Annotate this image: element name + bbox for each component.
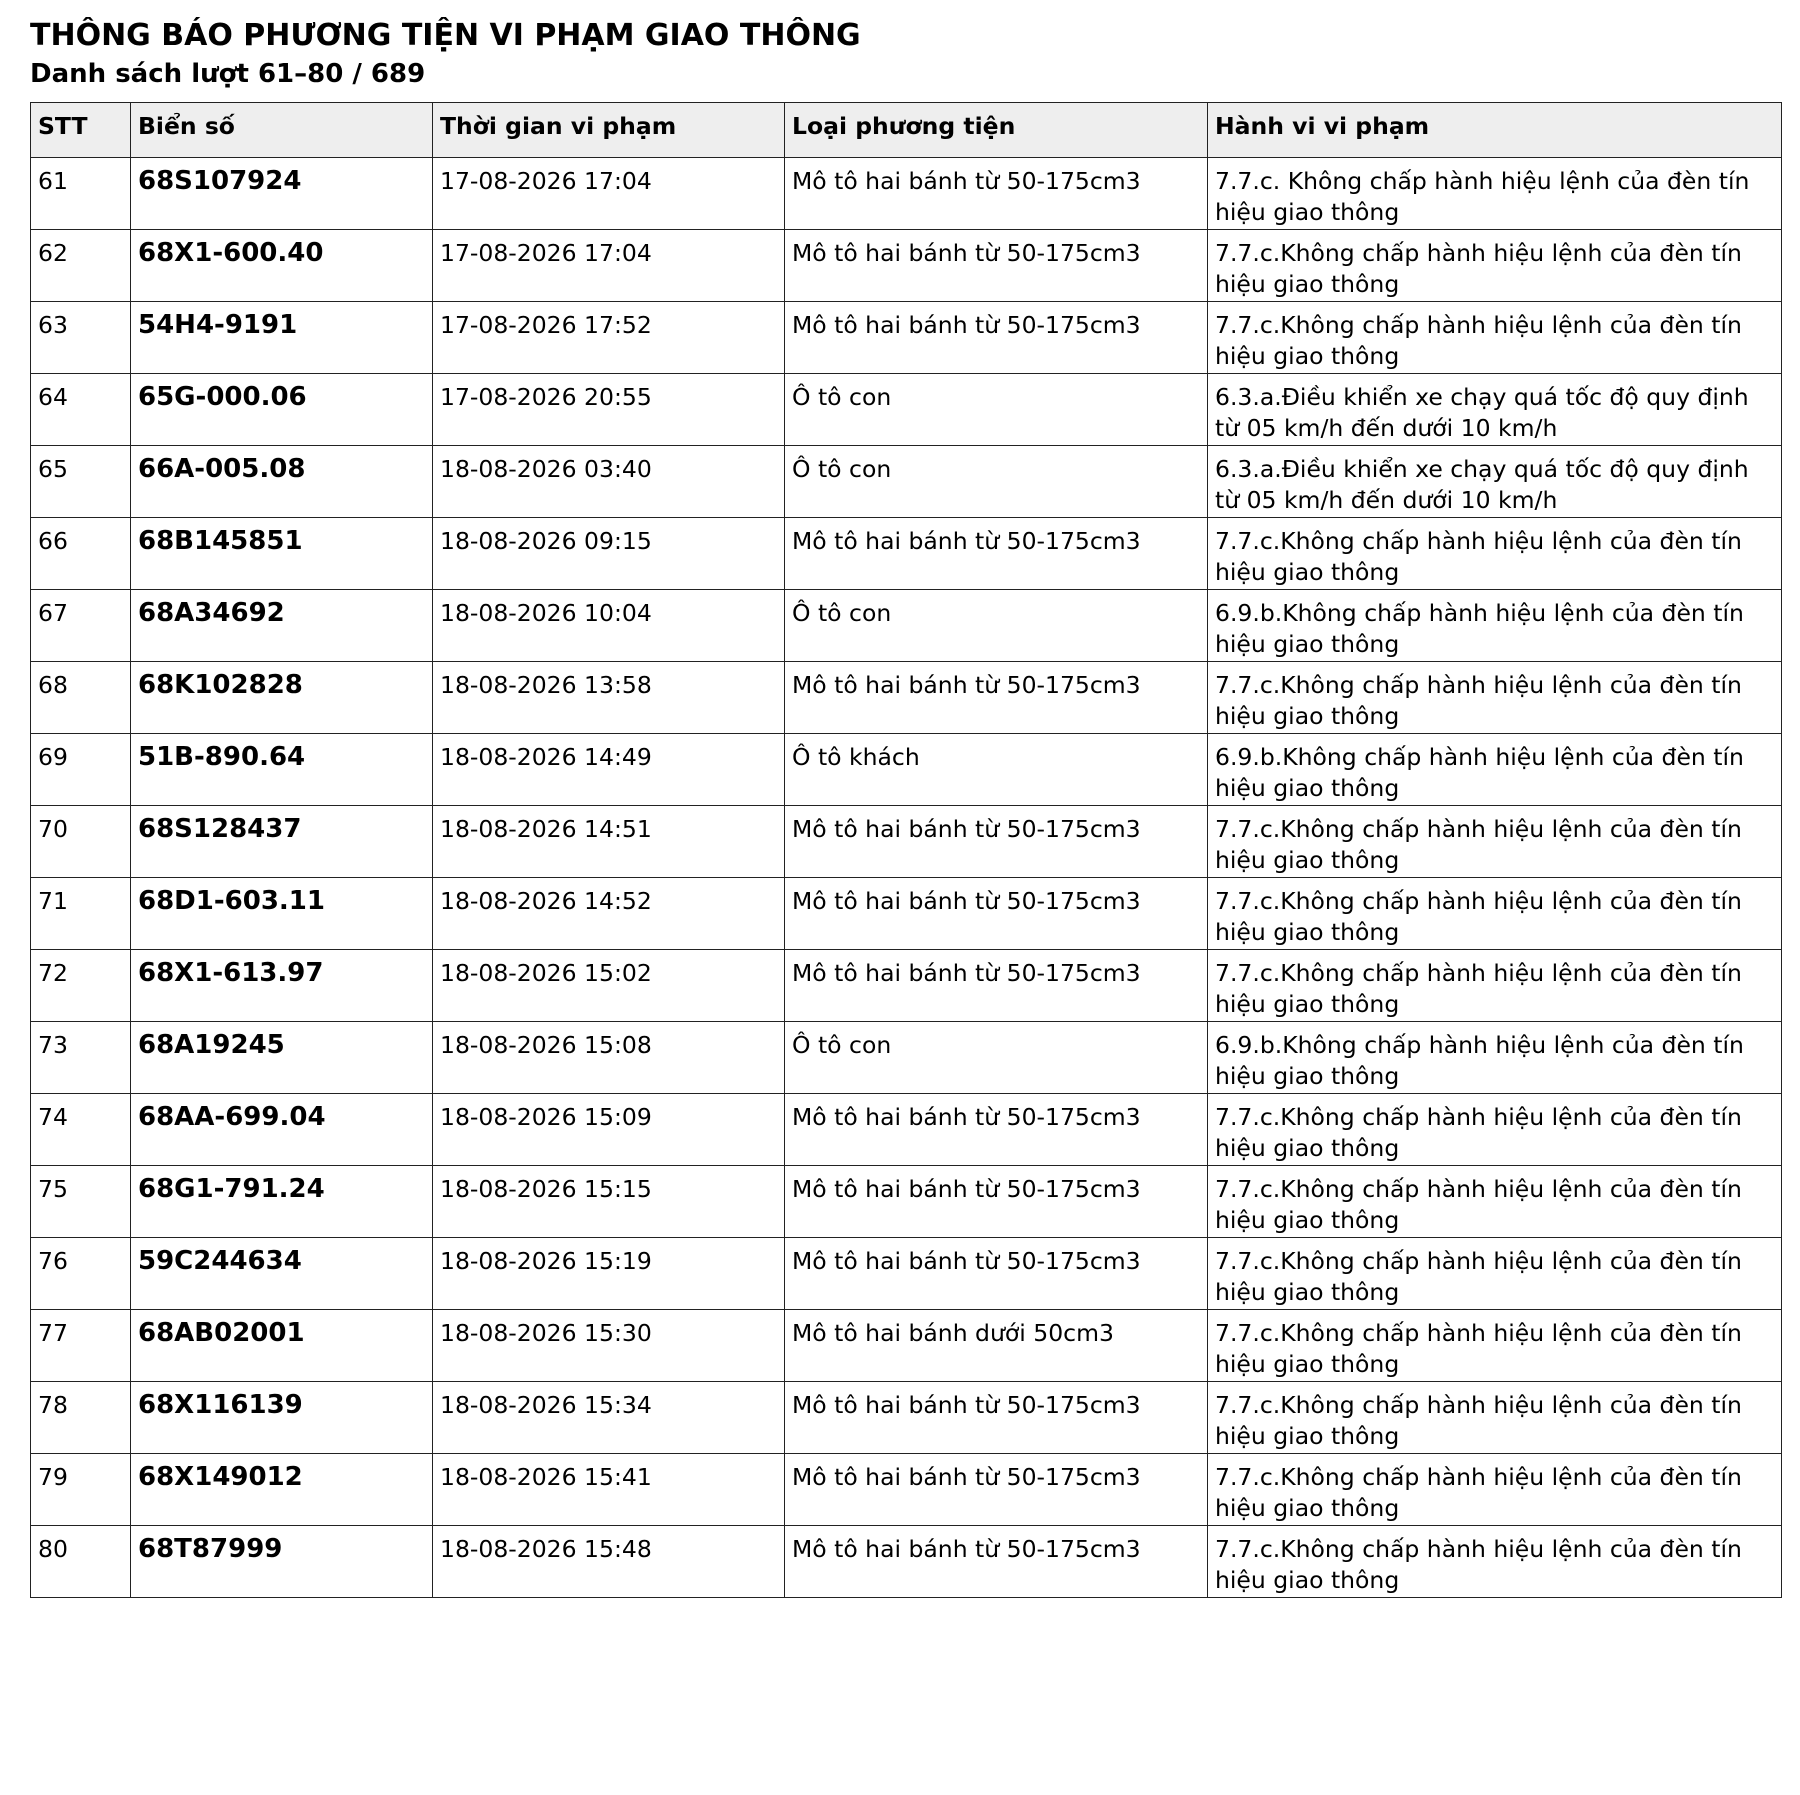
stt-cell: 79 [31, 1454, 131, 1526]
stt-cell: 63 [31, 302, 131, 374]
table-row [31, 878, 1782, 950]
table-row [31, 158, 1782, 230]
time-cell: 18-08-2026 09:15 [433, 518, 785, 590]
stt-cell: 80 [31, 1526, 131, 1598]
violation-cell: 7.7.c.Không chấp hành hiệu lệnh của đèn tín hiệu giao thông [1208, 1166, 1782, 1238]
stt-cell: 62 [31, 230, 131, 302]
time-cell: 18-08-2026 15:08 [433, 1022, 785, 1094]
table-row [31, 446, 1782, 518]
vehicle-type-cell: Ô tô khách [785, 734, 1208, 806]
table-row [31, 1022, 1782, 1094]
table-row [31, 1166, 1782, 1238]
stt-cell: 76 [31, 1238, 131, 1310]
time-cell: 18-08-2026 10:04 [433, 590, 785, 662]
time-cell: 18-08-2026 15:34 [433, 1382, 785, 1454]
plate-cell: 68B145851 [131, 518, 433, 590]
time-cell: 17-08-2026 20:55 [433, 374, 785, 446]
vehicle-type-cell: Mô tô hai bánh từ 50-175cm3 [785, 518, 1208, 590]
plate-cell: 68X116139 [131, 1382, 433, 1454]
vehicle-type-cell: Mô tô hai bánh từ 50-175cm3 [785, 662, 1208, 734]
violation-cell: 7.7.c.Không chấp hành hiệu lệnh của đèn tín hiệu giao thông [1208, 1526, 1782, 1598]
violation-cell: 7.7.c.Không chấp hành hiệu lệnh của đèn tín hiệu giao thông [1208, 878, 1782, 950]
plate-cell: 65G-000.06 [131, 374, 433, 446]
table-row [31, 950, 1782, 1022]
stt-cell: 61 [31, 158, 131, 230]
plate-cell: 68S128437 [131, 806, 433, 878]
time-cell: 17-08-2026 17:04 [433, 230, 785, 302]
violation-cell: 6.9.b.Không chấp hành hiệu lệnh của đèn tín hiệu giao thông [1208, 1022, 1782, 1094]
stt-cell: 69 [31, 734, 131, 806]
table-body [31, 158, 1782, 1598]
time-cell: 18-08-2026 13:58 [433, 662, 785, 734]
violation-cell: 6.3.a.Điều khiển xe chạy quá tốc độ quy định từ 05 km/h đến dưới 10 km/h [1208, 374, 1782, 446]
time-cell: 18-08-2026 15:30 [433, 1310, 785, 1382]
table-header-row [31, 103, 1782, 158]
vehicle-type-cell: Mô tô hai bánh từ 50-175cm3 [785, 1238, 1208, 1310]
table-row [31, 230, 1782, 302]
violation-cell: 7.7.c.Không chấp hành hiệu lệnh của đèn tín hiệu giao thông [1208, 230, 1782, 302]
plate-cell: 54H4-9191 [131, 302, 433, 374]
vehicle-type-cell: Mô tô hai bánh từ 50-175cm3 [785, 1382, 1208, 1454]
table-row [31, 590, 1782, 662]
time-cell: 18-08-2026 15:41 [433, 1454, 785, 1526]
stt-cell: 67 [31, 590, 131, 662]
violation-cell: 7.7.c.Không chấp hành hiệu lệnh của đèn tín hiệu giao thông [1208, 662, 1782, 734]
vehicle-type-cell: Mô tô hai bánh từ 50-175cm3 [785, 1454, 1208, 1526]
table-row [31, 1382, 1782, 1454]
violation-cell: 6.9.b.Không chấp hành hiệu lệnh của đèn tín hiệu giao thông [1208, 734, 1782, 806]
plate-cell: 68T87999 [131, 1526, 433, 1598]
plate-cell: 66A-005.08 [131, 446, 433, 518]
column-header-violation: Hành vi vi phạm [1208, 103, 1782, 158]
time-cell: 18-08-2026 15:09 [433, 1094, 785, 1166]
plate-cell: 68G1-791.24 [131, 1166, 433, 1238]
time-cell: 18-08-2026 03:40 [433, 446, 785, 518]
vehicle-type-cell: Mô tô hai bánh từ 50-175cm3 [785, 806, 1208, 878]
violation-cell: 7.7.c.Không chấp hành hiệu lệnh của đèn tín hiệu giao thông [1208, 518, 1782, 590]
table-row [31, 302, 1782, 374]
plate-cell: 68K102828 [131, 662, 433, 734]
vehicle-type-cell: Mô tô hai bánh từ 50-175cm3 [785, 950, 1208, 1022]
plate-cell: 68X1-613.97 [131, 950, 433, 1022]
violation-cell: 7.7.c.Không chấp hành hiệu lệnh của đèn tín hiệu giao thông [1208, 1454, 1782, 1526]
vehicle-type-cell: Mô tô hai bánh từ 50-175cm3 [785, 302, 1208, 374]
plate-cell: 68D1-603.11 [131, 878, 433, 950]
violation-cell: 6.9.b.Không chấp hành hiệu lệnh của đèn tín hiệu giao thông [1208, 590, 1782, 662]
table-row [31, 374, 1782, 446]
time-cell: 18-08-2026 15:48 [433, 1526, 785, 1598]
column-header-time: Thời gian vi phạm [433, 103, 785, 158]
violation-cell: 7.7.c.Không chấp hành hiệu lệnh của đèn tín hiệu giao thông [1208, 1094, 1782, 1166]
time-cell: 17-08-2026 17:04 [433, 158, 785, 230]
stt-cell: 72 [31, 950, 131, 1022]
time-cell: 18-08-2026 15:19 [433, 1238, 785, 1310]
violation-cell: 7.7.c.Không chấp hành hiệu lệnh của đèn tín hiệu giao thông [1208, 302, 1782, 374]
column-header-stt: STT [31, 103, 131, 158]
stt-cell: 78 [31, 1382, 131, 1454]
table-row [31, 1454, 1782, 1526]
table-row [31, 1094, 1782, 1166]
time-cell: 18-08-2026 14:51 [433, 806, 785, 878]
vehicle-type-cell: Mô tô hai bánh từ 50-175cm3 [785, 1526, 1208, 1598]
table-row [31, 518, 1782, 590]
time-cell: 18-08-2026 15:15 [433, 1166, 785, 1238]
stt-cell: 70 [31, 806, 131, 878]
violation-cell: 7.7.c. Không chấp hành hiệu lệnh của đèn tín hiệu giao thông [1208, 158, 1782, 230]
table-row [31, 1526, 1782, 1598]
vehicle-type-cell: Mô tô hai bánh từ 50-175cm3 [785, 1094, 1208, 1166]
violation-cell: 7.7.c.Không chấp hành hiệu lệnh của đèn tín hiệu giao thông [1208, 806, 1782, 878]
plate-cell: 59C244634 [131, 1238, 433, 1310]
vehicle-type-cell: Mô tô hai bánh từ 50-175cm3 [785, 230, 1208, 302]
plate-cell: 68A34692 [131, 590, 433, 662]
vehicle-type-cell: Ô tô con [785, 590, 1208, 662]
vehicle-type-cell: Mô tô hai bánh từ 50-175cm3 [785, 1166, 1208, 1238]
vehicle-type-cell: Mô tô hai bánh từ 50-175cm3 [785, 158, 1208, 230]
vehicle-type-cell: Ô tô con [785, 1022, 1208, 1094]
violation-cell: 7.7.c.Không chấp hành hiệu lệnh của đèn tín hiệu giao thông [1208, 1238, 1782, 1310]
vehicle-type-cell: Mô tô hai bánh dưới 50cm3 [785, 1310, 1208, 1382]
table-row [31, 1238, 1782, 1310]
stt-cell: 68 [31, 662, 131, 734]
plate-cell: 68X1-600.40 [131, 230, 433, 302]
plate-cell: 68AB02001 [131, 1310, 433, 1382]
column-header-plate: Biển số [131, 103, 433, 158]
plate-cell: 51B-890.64 [131, 734, 433, 806]
column-header-vehicle-type: Loại phương tiện [785, 103, 1208, 158]
plate-cell: 68X149012 [131, 1454, 433, 1526]
violation-cell: 6.3.a.Điều khiển xe chạy quá tốc độ quy định từ 05 km/h đến dưới 10 km/h [1208, 446, 1782, 518]
vehicle-type-cell: Ô tô con [785, 374, 1208, 446]
time-cell: 18-08-2026 14:52 [433, 878, 785, 950]
stt-cell: 74 [31, 1094, 131, 1166]
stt-cell: 71 [31, 878, 131, 950]
vehicle-type-cell: Ô tô con [785, 446, 1208, 518]
time-cell: 17-08-2026 17:52 [433, 302, 785, 374]
violation-cell: 7.7.c.Không chấp hành hiệu lệnh của đèn tín hiệu giao thông [1208, 1310, 1782, 1382]
page-subtitle: Danh sách lượt 61–80 / 689 [30, 59, 426, 89]
time-cell: 18-08-2026 14:49 [433, 734, 785, 806]
plate-cell: 68A19245 [131, 1022, 433, 1094]
stt-cell: 65 [31, 446, 131, 518]
plate-cell: 68S107924 [131, 158, 433, 230]
stt-cell: 75 [31, 1166, 131, 1238]
table-row [31, 734, 1782, 806]
stt-cell: 73 [31, 1022, 131, 1094]
table-row [31, 662, 1782, 734]
stt-cell: 66 [31, 518, 131, 590]
vehicle-type-cell: Mô tô hai bánh từ 50-175cm3 [785, 878, 1208, 950]
table-row [31, 1310, 1782, 1382]
stt-cell: 77 [31, 1310, 131, 1382]
plate-cell: 68AA-699.04 [131, 1094, 433, 1166]
violations-table [30, 102, 1782, 1598]
page-title: THÔNG BÁO PHƯƠNG TIỆN VI PHẠM GIAO THÔNG [30, 18, 861, 53]
stt-cell: 64 [31, 374, 131, 446]
violation-cell: 7.7.c.Không chấp hành hiệu lệnh của đèn tín hiệu giao thông [1208, 950, 1782, 1022]
table-row [31, 806, 1782, 878]
time-cell: 18-08-2026 15:02 [433, 950, 785, 1022]
violation-cell: 7.7.c.Không chấp hành hiệu lệnh của đèn tín hiệu giao thông [1208, 1382, 1782, 1454]
